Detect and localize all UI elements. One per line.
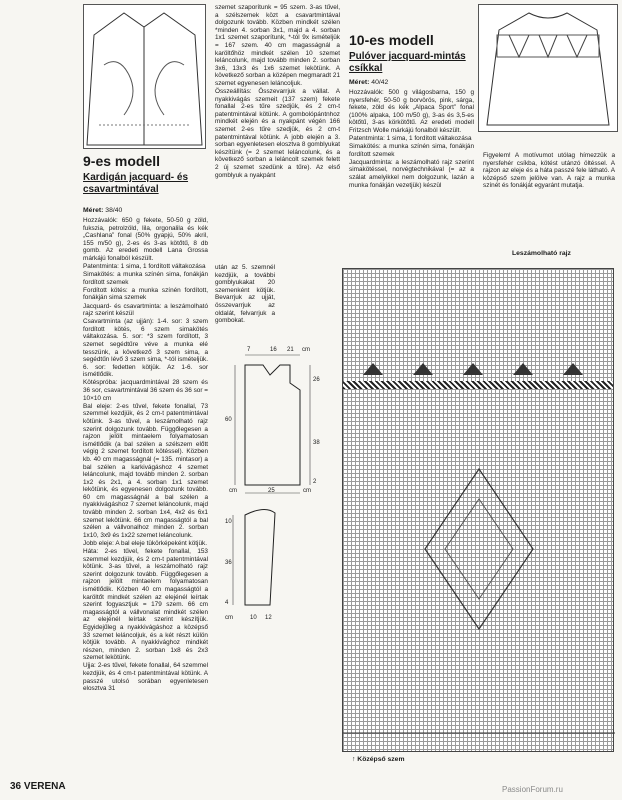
paragraph: szemet szaporítunk = 95 szem. 3-as tűvel, a szélszemek közt a csavartmintával dolgozunk tovább. Közben mindkét szélen *minden 4. sorban 3x1, majd a 4. sorban 1x1 szemet szaporítunk, *-tól 9x ismételjük = 167 szem. 40 cm magasságnál a karöltőhöz mindkét szélen 10 szemet leláncolunk, majd tovább minden 2. sorban 3x6, 13x3 és 1x6 szemet lekötünk. A következő sorban a középen megmaradt 21 szemet egyenesen leláncoljuk. (215, 4, 340, 87)
model-9-size (83, 207, 122, 215)
note-text: Figyelem! A motívumot utólag hímezzük a nyersfehér csíkba, kötést utánzó öltéssel. A rajzon az eleje és a háta passzé fele látható. A középső szem jelölve van. A rajz a munka színét és fonákját egyaránt mutatja. (483, 152, 615, 190)
chart-label: Leszámolható rajz (512, 250, 571, 257)
paragraph: Csavartminta (az ujján): 1-4. sor: 3 szem fordított kötés, 6 szem simakötés váltakozása. 5. sor: *3 szem fordított, 3 szemet segédtűre véve a munka elé tesszünk, a következő 3 szem sima, a segédtűn lévő 3 szem sima, *-tól ismételjük. 6. sor: fedetten kötjük. Az 1-6. sor ismétlődik. (83, 318, 208, 379)
dim-label: 25 (268, 488, 275, 494)
sleeve-schematic-drawing-icon (215, 505, 340, 625)
size-value: 38/40 (105, 207, 123, 214)
dim-label: 10 (225, 519, 232, 525)
dim-label: 12 (265, 615, 272, 621)
dim-label: 7 (247, 347, 251, 353)
magazine-name: VERENA (23, 781, 66, 792)
size-label: Méret: (349, 79, 370, 86)
paragraph: után az 5. szemnél kezdjük, a további gomblyukakat 20 szemenként kötjük. Bevarrjuk az ujját, összevarrjuk az oldalát, felvarrjuk a gombokat. (215, 264, 275, 325)
size-label: Méret: (83, 207, 104, 214)
paragraph: Összeállítás: Összevarrjuk a vállat. A nyakkivágás szemeit (137 szem) fekete fonallal 2-es tűre szedjük, és 2 cm-t patentmintával kötünk. A gombolópántnhoz mindkét elején és a nyakpánt végén 166 szemet 2-es tűre szedjük, és 2 cm-t patentmintával kötünk. A jobb elején a 3. sorban egyenletesen elosztva 8 gomblyukat készítünk (= 2 szemet leláncolunk, és a következő sorban a leláncolt szemek felett 2 új szemet szedünk a tűre). Az első gomblyuk a nyakpánt (215, 88, 340, 179)
chart-diamond-motif-icon (343, 269, 615, 753)
up-arrow-icon: ↑ (352, 756, 356, 763)
dim-label: 26 (313, 377, 320, 383)
paragraph: Jacquard- és csavartminta: a leszámolható rajz szerint készül (83, 302, 208, 318)
sweater-illustration (478, 4, 618, 132)
dim-label: 21 (287, 347, 294, 353)
paragraph: Simakötés: a munka színén sima, fonákján fordított szemek (83, 271, 208, 286)
model-9-continued-narrow (215, 264, 275, 325)
paragraph: Háta: 2-es tűvel, fekete fonallal, 153 szemmel kezdjük, és 2 cm-t patentmintával kötünk. 3-as tűvel, a leszámolható rajz szerint dolgozunk tovább. Függőlegesen a rajzon jelölt mintaelem folyamatosan ismétlődik. Közben 40 cm magasságtól a karöltőt mindkét szélen az elejénél leírtak szerint fogyasztjuk = 179 szem. 66 cm magasságtól a vállvonalat mindkét szélen az elejénél leírtak szerint készítjük. Egyidejűleg a nyakkivágáshoz a középső 33 szemet leláncoljuk, és a két részt külön kötjük tovább. A nyakkivághoz mindkét részen, minden 2. sorban 1x8 és 2x3 szemet lekötünk. (83, 548, 208, 662)
sleeve-schematic (215, 505, 340, 625)
dim-label: cm (229, 488, 237, 494)
paragraph: Kötéspróba: jacquardmintával 28 szem és 36 sor, csavartmintával 36 szem és 36 sor = 10×10 cm (83, 379, 208, 402)
dim-label: 4 (225, 600, 229, 606)
model-10-subtitle: Pulóver jacquard-mintás csíkkal (349, 51, 466, 74)
sweater-sketch-icon (479, 5, 617, 131)
model-9-subtitle: Kardigán jacquard- és csavartmintával (83, 172, 189, 195)
paragraph: Patentminta: 1 sima, 1 fordított váltakozása (83, 263, 206, 271)
dim-label: 36 (225, 560, 232, 566)
paragraph: Jobb eleje: A bal eleje tükörképeként kötjük. (83, 539, 207, 547)
paragraph: Hozzávalók: 500 g világosbarna, 150 g nyersfehér, 50-50 g borvörös, pink, sárga, fekete, zöld és kék „Alpaca Sport” fonal (100% alpaka, 100 m/50 g), 3-as és 3,5-es kötőtű, 3-as körkötőtű. Az eredeti modell Fritzsch Wolle márkájú fonalból készült. (349, 89, 474, 134)
size-value: 40/42 (371, 79, 389, 86)
paragraph: Simakötés: a munka színén sima, fonákján fordított szemek (349, 143, 474, 158)
dim-label: 10 (250, 615, 257, 621)
dim-label: cm (303, 488, 311, 494)
model-10-title: 10-es modell (349, 32, 434, 48)
paragraph: Fordított kötés: a munka színén fordított, fonákján sima szemek (83, 286, 208, 302)
page-number: 36 (10, 781, 22, 792)
watermark: PassionForum.ru (502, 785, 563, 794)
model-9-continued (215, 4, 340, 180)
model-10-instructions (349, 89, 474, 190)
model-10-note (483, 152, 615, 190)
page-footer (10, 783, 66, 791)
front-schematic-drawing-icon (215, 345, 340, 495)
front-schematic (215, 345, 340, 495)
center-stitch-text: Középső szem (357, 756, 405, 763)
paragraph: Ujja: 2-es tűvel, fekete fonallal, 64 szemmel kezdjük, és 4 cm-t patentmintával kötünk. A passzé utolsó sorában egyenletesen elosztva 31 (83, 662, 208, 693)
jacquard-chart (342, 268, 614, 752)
model-9-title: 9-es modell (83, 153, 161, 169)
center-stitch-label (352, 756, 405, 764)
model-10-size (349, 79, 388, 87)
paragraph: Jacquardminta: a leszámolható rajz szerint simakötéssel, norvégtechnikával (= az a szálat amelyikkel nem dolgozunk, lazán a munka fonákján vezetjük) készül (349, 158, 474, 189)
model-9-instructions (83, 217, 208, 693)
dim-label: cm (302, 347, 310, 353)
dim-label: cm (225, 615, 233, 621)
dim-label: 2 (313, 479, 317, 485)
paragraph: Bal eleje: 2-es tűvel, fekete fonallal, 73 szemmel kezdjük, és 2 cm-t patentmintával kötünk. 3-as tűvel, a leszámolható rajz szerint dolgozunk tovább. Függőlegesen a rajzon jelölt mintaelem folyamatosan ismétlődik (a bal szélen a szélszem előtt végig 2 szemet fordított kötéssel). Közben kb. 40 cm magasságnál (= 135. mintasor) a bal szélen a karkivágáshoz 4 szemet leláncolunk, majd tovább minden 2. sorban 1x2 és 2x1, a 4. sorban 1x1 szemet lekötünk, és egyenesen dolgozunk tovább. 60 cm magasságnál a bal szélen a nyakkivágáshoz 7 szemet leláncolunk, majd tovább minden 2. sorban 1x4, 4x2 és 6x1 szemet lekötünk. 66 cm magasságtól a bal szélen a vállvonalhoz minden 2. sorban 1x10, 3x9 és 1x22 szemet leláncolunk. (83, 402, 208, 539)
dim-label: 16 (270, 347, 277, 353)
cardigan-sketch-icon (84, 5, 205, 148)
dim-label: 60 (225, 417, 232, 423)
paragraph: Hozzávalók: 650 g fekete, 50-50 g zöld, fukszia, petrolzöld, lila, orgonalila és kék „Cashlana” fonal (50% gyapjú, 50% akril, 155 m/50 g), 2-es és 3-as kötőtű, 8 db gomb. Az eredeti modell Lana Grossa márkájú fonalból készült. (83, 217, 208, 262)
dim-label: 38 (313, 440, 320, 446)
cardigan-illustration (83, 4, 206, 149)
paragraph: Patentminta: 1 sima, 1 fordított váltakozása (349, 135, 472, 143)
